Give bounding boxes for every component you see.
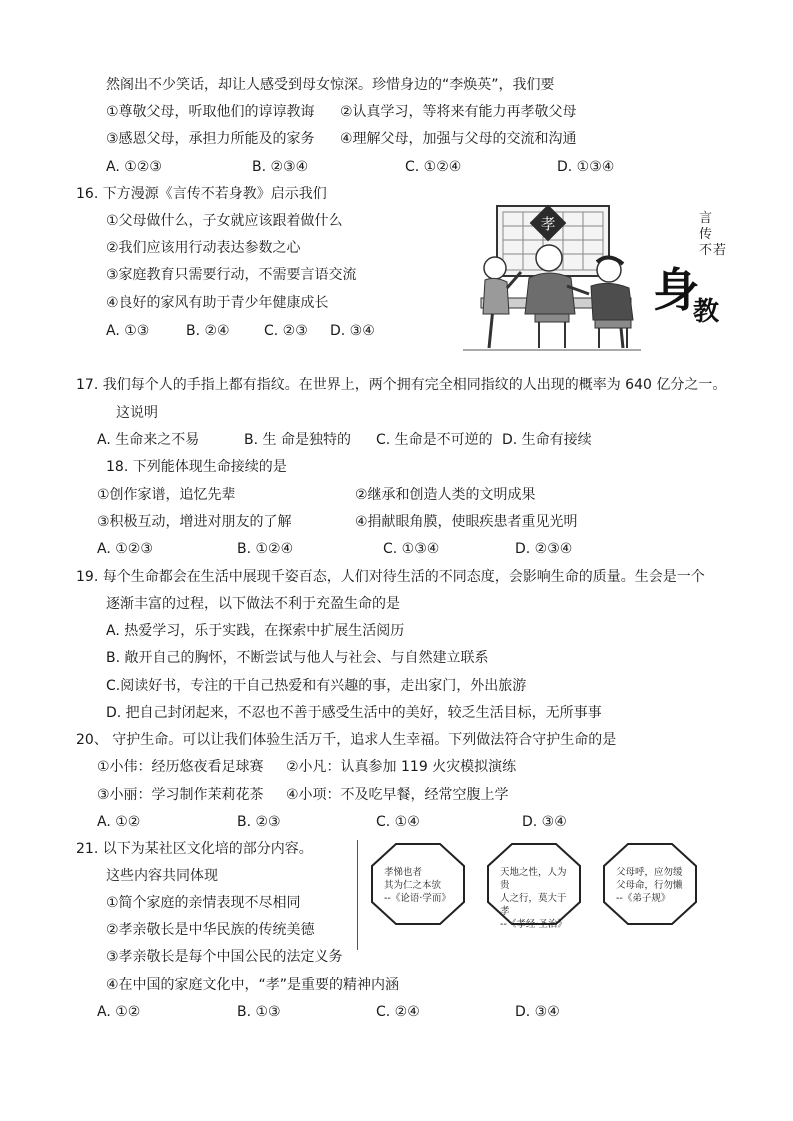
q15-stem-tail: 然阁出不少笑话，却让人感受到母女惊深。珍惜身边的“李焕英”，我们要 — [106, 77, 555, 93]
cartoon-father-body — [525, 273, 575, 314]
q21-option-c: C. ②④ — [376, 1004, 420, 1020]
q16-stem: 16. 下方漫源《言传不若身教》启示我们 — [76, 186, 327, 202]
q16-item-4: ④良好的家风有助于青少年健康成长 — [106, 295, 329, 311]
q20-stem: 20、 守护生命。可以让我们体验生活万千，追求人生幸福。下列做法符合守护生命的是 — [76, 732, 617, 748]
q21-option-a: A. ①② — [97, 1004, 141, 1020]
q17-stem: 17. 我们每个人的手指上都有指纹。在世界上，两个拥有完全相同指纹的人出现的概率为 640 亿分之一。 — [76, 377, 727, 393]
sign-3-line-1: 父母呼，应勿缓 — [616, 867, 683, 878]
q20-option-c: C. ①④ — [376, 814, 420, 830]
q16-option-a: A. ①③ — [106, 323, 150, 339]
cartoon-card-char: 孝 — [540, 215, 556, 233]
q20-option-b: B. ②③ — [237, 814, 281, 830]
sign-1-line-1: 孝悌也者 — [384, 867, 423, 878]
cartoon-big-char-1: 身 — [653, 263, 699, 317]
q18-option-a: A. ①②③ — [97, 541, 153, 557]
q17-option-a: A. 生命来之不易 — [97, 432, 200, 448]
q16-option-b: B. ②④ — [186, 323, 230, 339]
q15-item-3: ③感恩父母，承担力所能及的家务 — [106, 131, 315, 147]
q16-item-2: ②我们应该用行动表达参数之心 — [106, 240, 301, 256]
q15-option-a: A. ①②③ — [106, 159, 162, 175]
q19-option-a: A. 热爱学习，乐于实践，在探索中扩展生活阅历 — [106, 623, 405, 639]
q21-stem-2: 这些内容共同体现 — [106, 868, 218, 884]
q17-option-b: B. 生 命是独特的 — [244, 432, 351, 448]
cartoon-title-char-2: 传 — [699, 227, 713, 242]
cartoon-big-char-2: 教 — [693, 297, 720, 327]
q17-option-d: D. 生命有接续 — [502, 432, 592, 448]
cartoon-mother-body — [591, 283, 633, 320]
q15-item-1: ①尊敬父母，听取他们的谆谆教诲 — [106, 104, 315, 120]
sign-3-line-2: 父母命，行勿懒 — [616, 880, 683, 891]
q15-option-b: B. ②③④ — [252, 159, 309, 175]
cartoon-illustration — [463, 202, 731, 354]
q21-sign-3 — [602, 842, 698, 926]
q18-option-b: B. ①②④ — [237, 541, 294, 557]
cartoon-title-char-4: 若 — [713, 243, 727, 258]
q21-stem: 21. 以下为某社区文化培的部分内容。 — [76, 841, 313, 857]
sign-2-line-2: 人之行，莫大于孝 — [500, 893, 567, 917]
q18-option-c: C. ①③④ — [383, 541, 440, 557]
sign-3-source: --《弟子规》 — [616, 893, 671, 904]
q20-item-2: ②小凡：认真参加 119 火灾模拟演练 — [286, 759, 517, 775]
q21-item-1: ①简个家庭的亲情表现不尽相同 — [106, 895, 301, 911]
cartoon-title-char-3: 不 — [699, 243, 713, 258]
q21-item-4: ④在中国的家庭文化中，“孝”是重要的精神内涵 — [106, 977, 400, 993]
q15-item-2: ②认真学习，等将来有能力再孝敬父母 — [340, 104, 577, 120]
q20-item-3: ③小丽：学习制作茉莉花茶 — [97, 787, 264, 803]
q19-stem-2: 逐渐丰富的过程，以下做法不利于充盈生命的是 — [106, 596, 400, 612]
q18-item-3: ③积极互动，增进对朋友的了解 — [97, 514, 292, 530]
q18-stem: 18. 下列能体现生命接续的是 — [106, 459, 287, 475]
cartoon-kid-head — [484, 257, 506, 279]
sign-1-source: --《论语·学而》 — [384, 893, 451, 904]
q20-item-4: ④小项：不及吃早餐，经常空腹上学 — [286, 787, 509, 803]
q20-item-1: ①小伟：经历悠夜看足球赛 — [97, 759, 264, 775]
q21-option-d: D. ③④ — [515, 1004, 560, 1020]
cartoon-kid-body — [483, 278, 509, 314]
q18-option-d: D. ②③④ — [515, 541, 573, 557]
q21-divider — [357, 840, 358, 950]
q16-item-3: ③家庭教育只需要行动，不需要言语交流 — [106, 267, 357, 283]
q15-option-c: C. ①②④ — [405, 159, 462, 175]
sign-2-line-1: 天地之性，人为贵 — [500, 867, 567, 891]
q21-sign-2 — [486, 842, 582, 930]
q17-option-c: C. 生命是不可逆的 — [376, 432, 493, 448]
cartoon-father-head — [536, 245, 562, 271]
sign-2-source: --《孝经·圣治》 — [500, 919, 567, 930]
q21-item-2: ②孝亲敬长是中华民族的传统美德 — [106, 922, 315, 938]
q18-item-2: ②继承和创造人类的文明成果 — [355, 487, 536, 503]
q21-option-b: B. ①③ — [237, 1004, 281, 1020]
q21-item-3: ③孝亲敬长是每个中国公民的法定义务 — [106, 949, 343, 965]
q18-item-4: ④捐献眼角膜，使眼疾患者重见光明 — [355, 514, 578, 530]
q21-sign-1 — [370, 842, 466, 926]
q20-option-d: D. ③④ — [522, 814, 567, 830]
q19-option-b: B. 敞开自己的胸怀，不断尝试与他人与社会、与自然建立联系 — [106, 650, 489, 666]
q16-option-c: C. ②③ — [264, 323, 308, 339]
cartoon-title-char-1: 言 — [699, 211, 713, 226]
q17-stem-2: 这说明 — [116, 405, 158, 421]
q16-item-1: ①父母做什么，子女就应该跟着做什么 — [106, 213, 343, 229]
q19-option-d: D. 把自己封闭起来，不忍也不善于感受生活中的美好，较乏生活目标，无所事事 — [106, 705, 602, 721]
sign-1-line-2: 其为仁之本欤 — [384, 880, 442, 891]
q19-stem: 19. 每个生命都会在生活中展现千姿百态，人们对待生活的不同态度，会影响生命的质量。生会是一个 — [76, 569, 705, 585]
q20-option-a: A. ①② — [97, 814, 141, 830]
q19-option-c: C.阅读好书，专注的干自己热爱和有兴趣的事，走出家门，外出旅游 — [106, 678, 527, 694]
q15-option-d: D. ①③④ — [557, 159, 615, 175]
q16-cartoon — [463, 202, 731, 354]
q15-item-4: ④理解父母，加强与父母的交流和沟通 — [340, 131, 577, 147]
q18-item-1: ①创作家谱，追忆先辈 — [97, 487, 236, 503]
q16-option-d: D. ③④ — [330, 323, 375, 339]
